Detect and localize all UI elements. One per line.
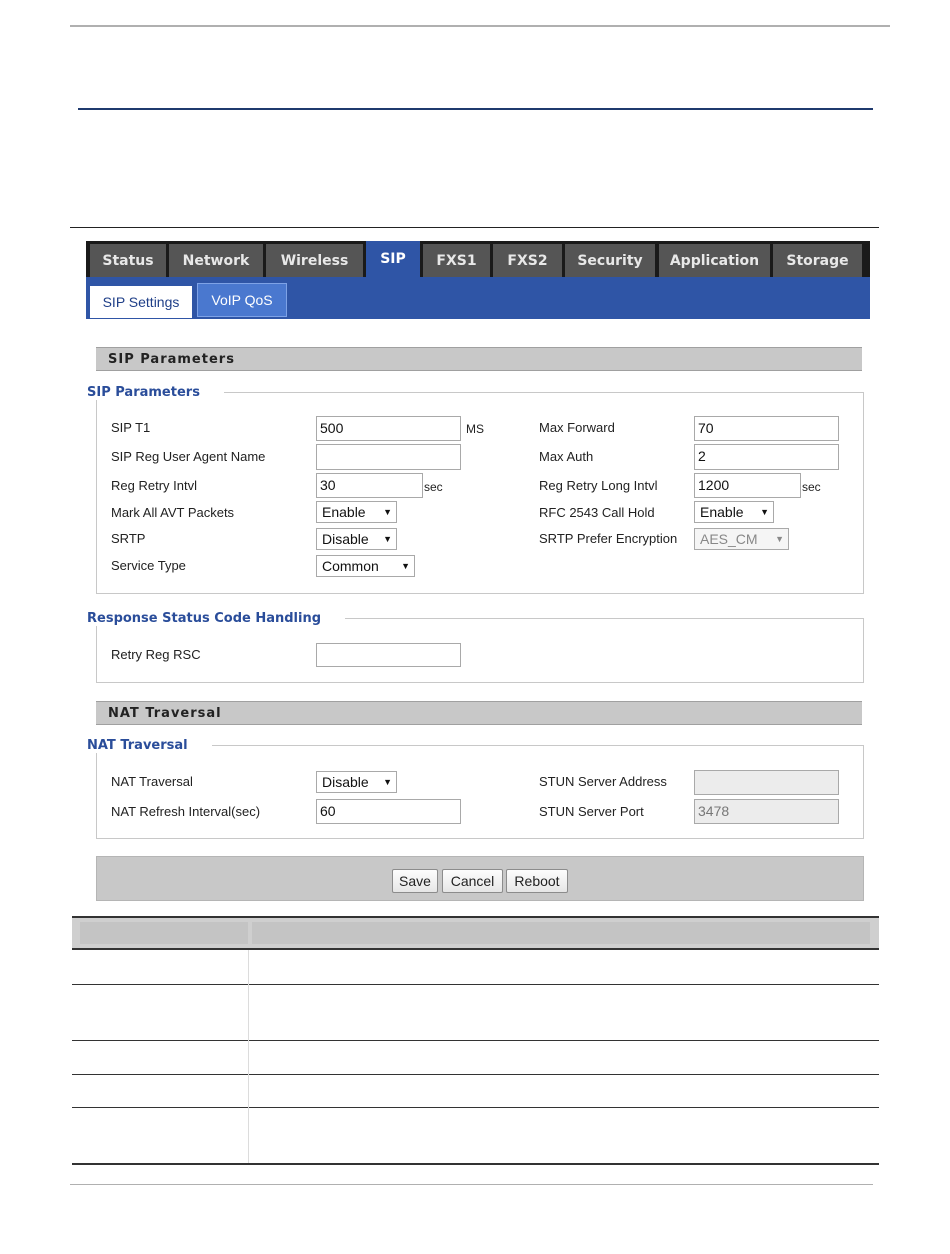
retry-reg-rsc-input[interactable] [316, 643, 461, 667]
tab-network[interactable]: Network [169, 244, 263, 277]
chevron-down-icon: ▼ [383, 507, 392, 517]
reg-retry-label: Reg Retry Intvl [111, 478, 197, 493]
tab-fxs2[interactable]: FXS2 [493, 244, 562, 277]
main-nav [86, 241, 870, 277]
section-rule [70, 227, 879, 228]
reg-retry-long-unit: sec [802, 480, 821, 494]
stun-address-label: STUN Server Address [539, 774, 667, 789]
reboot-button[interactable]: Reboot [506, 869, 568, 893]
chevron-down-icon: ▼ [760, 507, 769, 517]
sub-nav [86, 277, 870, 319]
reg-retry-long-label: Reg Retry Long Intvl [539, 478, 658, 493]
tab-fxs1[interactable]: FXS1 [423, 244, 490, 277]
subtab-sip-settings[interactable]: SIP Settings [90, 283, 192, 318]
stun-port-label: STUN Server Port [539, 804, 644, 819]
reg-retry-unit: sec [424, 480, 443, 494]
table-row-divider [72, 1107, 879, 1108]
rsc-fieldset [96, 618, 864, 683]
user-agent-input[interactable] [316, 444, 461, 470]
table-header [72, 916, 879, 950]
table-row-divider [72, 984, 879, 985]
sip-t1-unit: MS [466, 422, 484, 436]
sip-parameters-bar-title: SIP Parameters [108, 351, 235, 367]
srtp-enc-label: SRTP Prefer Encryption [539, 531, 678, 546]
action-bar [96, 856, 864, 901]
reg-retry-input[interactable]: 30 [316, 473, 423, 498]
max-forward-input[interactable]: 70 [694, 416, 839, 441]
tab-sip[interactable]: SIP [366, 241, 420, 277]
stun-port-input[interactable]: 3478 [694, 799, 839, 824]
tab-status[interactable]: Status [90, 244, 166, 277]
sip-t1-input[interactable]: 500 [316, 416, 461, 441]
rfc2543-select[interactable] [694, 501, 774, 523]
chevron-down-icon: ▼ [383, 534, 392, 544]
max-auth-label: Max Auth [539, 449, 594, 464]
page-bottom-rule [70, 1184, 873, 1185]
nat-traversal-label: NAT Traversal [111, 774, 193, 789]
mark-avt-label: Mark All AVT Packets [111, 505, 235, 520]
tab-wireless[interactable]: Wireless [266, 244, 363, 277]
max-auth-input[interactable]: 2 [694, 444, 839, 470]
srtp-enc-value: AES_CM [700, 531, 758, 547]
sip-t1-label: SIP T1 [111, 420, 151, 435]
mark-avt-select[interactable] [316, 501, 397, 523]
stun-address-input[interactable] [694, 770, 839, 795]
table-bottom-rule [72, 1163, 879, 1165]
srtp-select[interactable] [316, 528, 397, 550]
chevron-down-icon: ▼ [401, 561, 410, 571]
tab-application[interactable]: Application [659, 244, 770, 277]
table-row-divider [72, 1040, 879, 1041]
service-type-value: Common [322, 558, 379, 574]
subtab-voip-qos[interactable]: VoIP QoS [197, 283, 287, 317]
rfc2543-value: Enable [700, 504, 744, 520]
page-top-rule [70, 25, 890, 27]
table-row-divider [72, 1074, 879, 1075]
mark-avt-value: Enable [322, 504, 366, 520]
reg-retry-long-input[interactable]: 1200 [694, 473, 801, 498]
rfc2543-label: RFC 2543 Call Hold [539, 505, 655, 520]
sip-parameters-legend: SIP Parameters [87, 385, 224, 400]
nat-traversal-legend: NAT Traversal [87, 738, 212, 753]
service-type-label: Service Type [111, 558, 186, 573]
nat-traversal-value: Disable [322, 774, 369, 790]
nat-traversal-select[interactable] [316, 771, 397, 793]
rsc-legend: Response Status Code Handling [87, 611, 345, 626]
tab-security[interactable]: Security [565, 244, 655, 277]
sip-parameters-bar [96, 347, 862, 371]
max-forward-label: Max Forward [539, 420, 615, 435]
table-column-divider [248, 950, 249, 1163]
tab-storage[interactable]: Storage [773, 244, 862, 277]
cancel-button[interactable]: Cancel [442, 869, 503, 893]
service-type-select[interactable] [316, 555, 415, 577]
nat-refresh-label: NAT Refresh Interval(sec) [111, 804, 261, 819]
nat-traversal-bar-title: NAT Traversal [108, 705, 222, 721]
heading-rule [78, 108, 873, 110]
save-button[interactable]: Save [392, 869, 438, 893]
srtp-label: SRTP [111, 531, 146, 546]
user-agent-label: SIP Reg User Agent Name [111, 449, 266, 464]
table-header-cell [252, 922, 870, 944]
chevron-down-icon: ▼ [383, 777, 392, 787]
srtp-value: Disable [322, 531, 369, 547]
chevron-down-icon: ▼ [775, 534, 784, 544]
retry-reg-rsc-label: Retry Reg RSC [111, 647, 201, 662]
nat-refresh-input[interactable]: 60 [316, 799, 461, 824]
srtp-enc-select[interactable] [694, 528, 789, 550]
nat-traversal-bar [96, 701, 862, 725]
table-header-cell [80, 922, 248, 944]
